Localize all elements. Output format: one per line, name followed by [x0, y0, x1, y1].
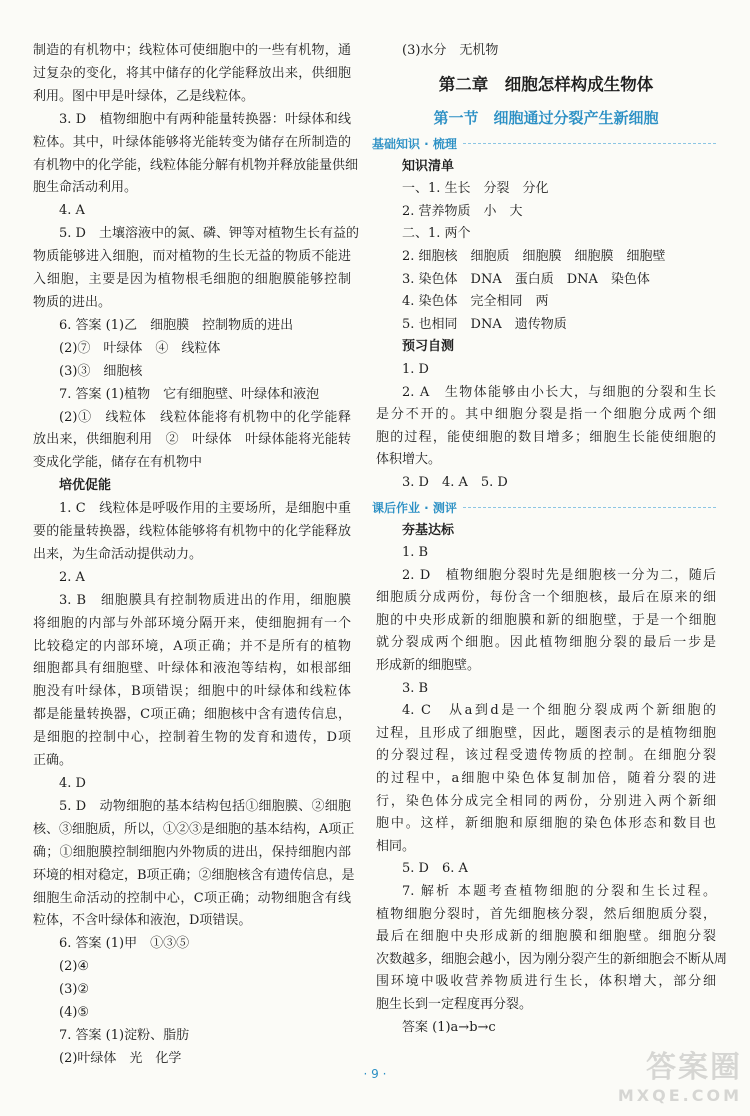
text-line: 出来，为生命活动提供动力。 [33, 546, 203, 562]
answer-line: (3)水分 无机物 [402, 43, 499, 58]
text-line: 是分不开的。其中细胞分裂是指一个细胞分成两个细 [376, 407, 716, 423]
text-line: 确；①细胞膜控制细胞内外物质的进出，保持细胞内部 [33, 844, 351, 860]
text-line: 胞中。这样，新细胞和原细胞的染色体形态和数目也 [376, 816, 716, 832]
text-line: 都是能量转换器，C项正确；细胞核中含有遗传信息， [33, 707, 351, 723]
text-line: 3. B [402, 680, 429, 696]
section-title: 第一节 细胞通过分裂产生新细胞 [433, 108, 659, 127]
text-line: 放出来，供细胞利用 ② 叶绿体 叶绿体能将光能转 [33, 432, 351, 448]
text-line: 核、③细胞质，所以，①②③是细胞的基本结构，A项正 [33, 821, 355, 837]
text-line: 次数越多，细胞会越小，因为刚分裂产生的新细胞会不断从周 [376, 951, 728, 967]
text-line: 3. D 4. A 5. D [402, 474, 508, 490]
text-line: 细胞都具有细胞壁、叶绿体和液泡等结构，如根部细 [33, 661, 351, 677]
text-line: 答案 (1)a→b→c [402, 1019, 496, 1035]
chapter-title: 第二章 细胞怎样构成生物体 [438, 74, 654, 94]
text-line: 形成新的细胞壁。 [376, 658, 481, 674]
text-line: 环境的相对稳定，B项正确；②细胞核含有遗传信息，是 [33, 867, 355, 883]
text-line: 7. 答案 (1)植物 它有细胞壁、叶绿体和液泡 [59, 386, 320, 402]
text-line: 细胞生命活动的控制中心，C项正确；动物细胞含有线 [33, 890, 351, 906]
left-column [33, 40, 359, 1071]
text-line: 5. D 动物细胞的基本结构包括①细胞膜、②细胞 [59, 798, 351, 814]
text-line: 1. D [402, 361, 429, 377]
text-line: 1. B [402, 545, 429, 561]
text-line: 过程，且形成了细胞壁，因此，题图表示的是植物细胞 [376, 725, 716, 741]
text-line: 体积增大。 [376, 452, 442, 468]
divider [463, 507, 716, 508]
right-column [372, 40, 728, 1039]
text-line: 物质能够进入细胞，而对植物的生长无益的物质不能进 [33, 249, 351, 265]
text-line: 1. C 线粒体是呼吸作用的主要场所，是细胞中重 [59, 501, 351, 517]
text-line: 7. 解析 本题考查植物细胞的分裂和生长过程。 [402, 884, 716, 899]
text-line: 行，染色体分成完全相同的两份，分别进入两个新细 [376, 793, 716, 809]
text-line: 6. 答案 (1)甲 ①③⑤ [59, 936, 190, 952]
text-line: 3. 染色体 DNA 蛋白质 DNA 染色体 [402, 271, 650, 287]
text-line: 相同。 [376, 838, 416, 854]
text-line: 最后在细胞中央形成新的细胞膜和细胞壁。细胞分裂 [376, 929, 716, 945]
badge-basic-label: 基础知识 · 梳理 [372, 136, 457, 151]
text-line: 4. D [59, 776, 86, 791]
text-line: 2. 营养物质 小 大 [402, 203, 523, 219]
text-line: 正确。 [33, 753, 73, 769]
text-line: 2. A 生物体能够由小长大，与细胞的分裂和生长 [402, 384, 716, 400]
text-line: (4)⑤ [59, 1005, 90, 1021]
text-line: (2)⑦ 叶绿体 ④ 线粒体 [59, 340, 221, 356]
watermark-url: MXQE.COM [617, 1086, 742, 1105]
text-line: 变成化学能，储存在有机物中 [33, 455, 203, 471]
text-line: 细胞质分成两份，每份含一个细胞核，最后在原来的细 [376, 590, 716, 606]
text-line: 粒体。其中，叶绿体能够将光能转变为储存在所制造的 [33, 134, 351, 150]
text-line: 2. 细胞核 细胞质 细胞膜 细胞膜 细胞壁 [402, 248, 666, 264]
badge-basic-knowledge [372, 135, 716, 153]
text-line: 胞的过程，能使细胞的数目增多；细胞生长能使细胞的 [376, 429, 716, 445]
text-line: 2. D 植物细胞分裂时先是细胞核一分为二，随后 [402, 567, 716, 583]
text-line: 就分裂成两个细胞。因此植物细胞分裂的最后一步是 [376, 635, 716, 651]
preview-answers [376, 359, 716, 495]
text-line: 胞生命活动利用。 [33, 180, 138, 196]
homework-title: 夯基达标 [402, 522, 455, 538]
text-line: 6. 答案 (1)乙 细胞膜 控制物质的进出 [59, 317, 294, 333]
preview-title: 预习自测 [402, 339, 455, 355]
homework-answers [376, 542, 728, 1039]
text-line: 是细胞的控制中心，控制着生物的发育和遗传，D项 [33, 730, 351, 746]
knowledge-list [376, 178, 716, 336]
text-line: 比较稳定的内部环境，A项正确；并不是所有的植物 [33, 638, 351, 654]
text-line: 5. D 土壤溶液中的氮、磷、钾等对植物生长有益的 [59, 226, 359, 242]
text-line: 入细胞，主要是因为植物根毛细胞的细胞膜能够控制 [33, 272, 351, 288]
text-line: 植物细胞分裂时，首先细胞核分裂，然后细胞质分裂， [376, 906, 716, 922]
text-line: 7. 答案 (1)淀粉、脂肪 [59, 1027, 190, 1043]
page-number: · 9 · [363, 1067, 387, 1081]
text-line: 2. A [59, 569, 85, 585]
text-line: 胞的中央形成新的细胞膜和新的细胞壁，于是一个细胞 [376, 612, 716, 628]
text-line: (2)叶绿体 光 化学 [59, 1050, 182, 1066]
text-line: (2)④ [59, 959, 90, 975]
text-line: 有机物中的化学能，线粒体能分解有机物并释放能量供细 [33, 157, 359, 173]
text-line: 3. D 植物细胞中有两种能量转换器：叶绿体和线 [59, 111, 351, 127]
text-line: 要的能量转换器，线粒体能够将有机物中的化学能释放 [33, 524, 351, 540]
knowledge-list-title: 知识清单 [402, 158, 455, 174]
text-line: 的过程中，a细胞中染色体复制加倍，随着分裂的进 [376, 771, 716, 787]
text-line: (3)③ 细胞核 [59, 363, 143, 379]
divider [463, 143, 716, 144]
text-line: 5. 也相同 DNA 遗传物质 [402, 316, 567, 332]
watermark-logo [612, 1050, 742, 1112]
text-line: 的分裂过程，该过程受遗传物质的控制。在细胞分裂 [376, 748, 716, 764]
text-line: 3. B 细胞膜具有控制物质进出的作用，细胞膜 [59, 592, 351, 608]
text-line: 粒体，不含叶绿体和液泡，D项错误。 [33, 913, 252, 929]
text-line: 二、1. 两个 [402, 226, 471, 242]
text-line: 过复杂的变化，将其中储存的化学能释放出来，供细胞 [33, 65, 351, 81]
watermark-text: 答案圈 [646, 1050, 742, 1085]
text-line: 4. A [59, 203, 85, 219]
text-line: 4. C 从a到d是一个细胞分裂成两个新细胞的 [402, 703, 716, 719]
text-line: 胞生长到一定程度再分裂。 [376, 996, 533, 1012]
text-line: 物质的进出。 [33, 294, 112, 310]
text-line: 制造的有机物中；线粒体可使细胞中的一些有机物，通 [33, 43, 351, 58]
text-line: 4. 染色体 完全相同 两 [402, 294, 549, 310]
text-line: 5. D 6. A [402, 861, 468, 877]
text-line: 围环境中吸收营养物质进行生长，体积增大，部分细 [376, 974, 716, 990]
text-line: 胞没有叶绿体，B项错误；细胞中的叶绿体和线粒体 [33, 684, 351, 700]
text-line: 将细胞的内部与外部环境分隔开来，使细胞拥有一个 [33, 615, 351, 631]
text-line: (3)② [59, 982, 90, 998]
text-line: 一、1. 生长 分裂 分化 [402, 181, 549, 197]
text-line: (2)① 线粒体 线粒体能将有机物中的化学能释 [59, 409, 351, 425]
text-line: 利用。图中甲是叶绿体，乙是线粒体。 [33, 88, 255, 104]
text-line: 培优促能 [59, 478, 112, 494]
badge-homework [372, 499, 716, 517]
badge-homework-label: 课后作业 · 测评 [372, 500, 457, 515]
